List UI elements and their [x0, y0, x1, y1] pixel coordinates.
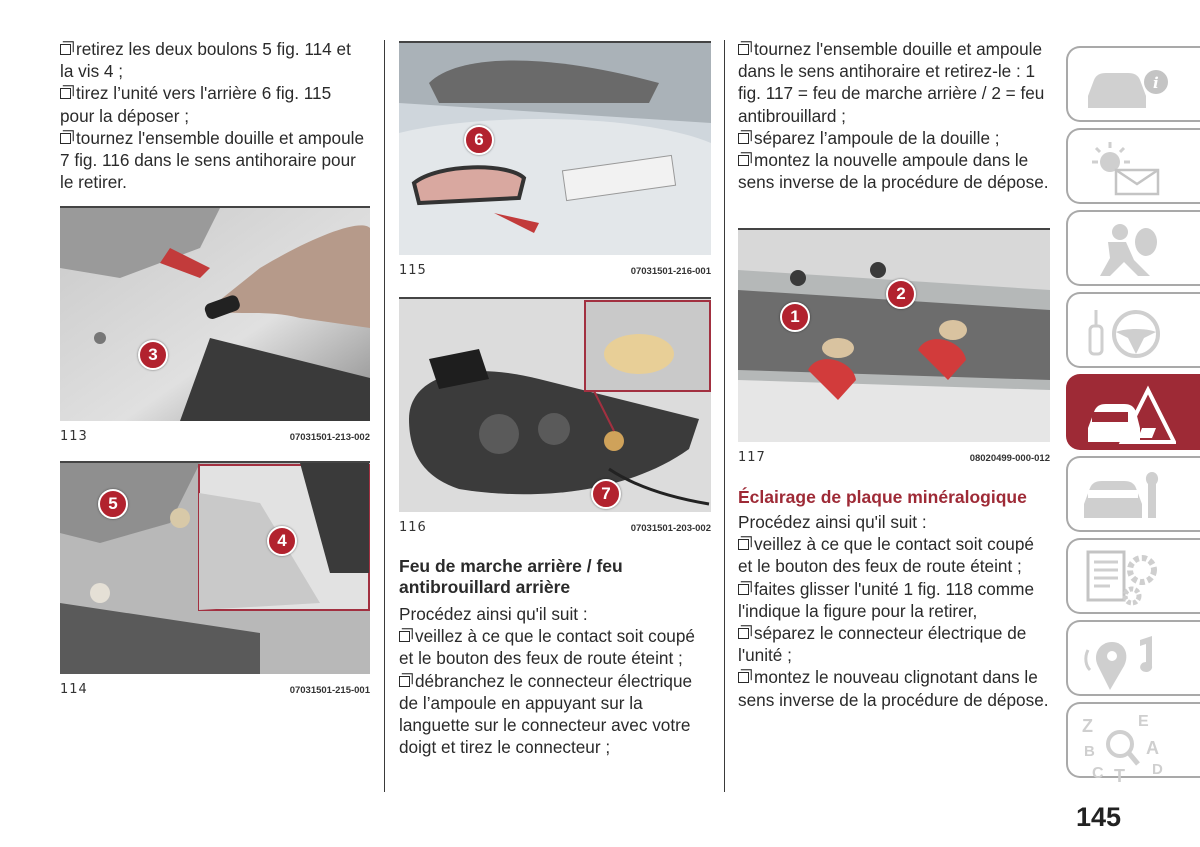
figure-code: 08020499-000-012 — [969, 453, 1050, 464]
callout-1: 1 — [780, 302, 810, 332]
step: faites glisser l'unité 1 fig. 118 comme l'indique la figure pour la retirer, — [738, 578, 1035, 621]
svg-text:Z: Z — [1082, 716, 1093, 736]
svg-text:D: D — [1152, 761, 1163, 778]
checkbox-bullet-icon — [738, 133, 749, 144]
svg-text:B: B — [1084, 743, 1095, 760]
checkbox-bullet-icon — [60, 88, 71, 99]
figure-114-image — [60, 461, 370, 674]
figure-code: 07031501-215-001 — [289, 685, 370, 696]
gps-music-icon — [1080, 630, 1170, 694]
tab-car-info[interactable] — [1066, 46, 1200, 122]
step: montez le nouveau clignotant dans le sens inverse de la procédure de dépose. — [738, 667, 1049, 710]
figure-number: 116 — [399, 520, 427, 535]
column-divider — [724, 40, 725, 792]
column-2-text — [399, 556, 711, 758]
tab-key-steering-wheel[interactable] — [1066, 292, 1200, 368]
checkbox-bullet-icon — [738, 584, 749, 595]
checkbox-bullet-icon — [399, 676, 410, 687]
tab-alphabet-index[interactable] — [1066, 702, 1200, 782]
svg-text:T: T — [1114, 766, 1125, 782]
lights-envelope-icon — [1080, 138, 1170, 198]
svg-text:i: i — [1153, 74, 1159, 92]
tab-gps-music[interactable] — [1066, 620, 1200, 696]
figure-116-image — [399, 297, 711, 512]
step: veillez à ce que le contact soit coupé et le bouton des feux de route éteint ; — [399, 626, 695, 669]
figure-117-caption — [738, 450, 1050, 465]
car-wrench-icon — [1080, 466, 1170, 526]
svg-text:E: E — [1138, 713, 1149, 730]
checkbox-bullet-icon — [738, 672, 749, 683]
checkbox-bullet-icon — [60, 133, 71, 144]
car-info-icon — [1080, 56, 1170, 114]
figure-113-image — [60, 206, 370, 421]
section-heading: Éclairage de plaque minéralogique — [738, 487, 1027, 507]
section-heading: Feu de marche arrière / feu antibrouillard arrière — [399, 556, 623, 597]
figure-115-caption — [399, 263, 711, 278]
figure-114-caption — [60, 682, 370, 697]
callout-3: 3 — [138, 340, 168, 370]
figure-115-image — [399, 41, 711, 255]
checkbox-bullet-icon — [738, 44, 749, 55]
step: tournez l'ensemble douille et ampoule dans le sens antihoraire et retirez-le : 1 fig. 117 = feu de marche arrière / 2 = feu antibrouillard ; — [738, 39, 1045, 126]
step: retirez les deux boulons 5 fig. 114 et la vis 4 ; — [60, 39, 351, 82]
figure-113 — [60, 206, 370, 444]
tab-car-warning[interactable] — [1066, 374, 1200, 450]
checkbox-bullet-icon — [60, 44, 71, 55]
figure-113-caption — [60, 429, 370, 444]
checkbox-bullet-icon — [738, 155, 749, 166]
alphabet-index-icon — [1080, 712, 1170, 782]
figure-116-caption — [399, 520, 711, 535]
figure-117-image — [738, 228, 1050, 442]
step: séparez l’ampoule de la douille ; — [738, 127, 1052, 149]
figure-number: 114 — [60, 682, 88, 697]
figure-number: 113 — [60, 429, 88, 444]
step: tirez l’unité vers l'arrière 6 fig. 115 pour la déposer ; — [60, 83, 332, 126]
tab-car-wrench[interactable] — [1066, 456, 1200, 532]
column-divider — [384, 40, 385, 792]
airbag-person-icon — [1080, 220, 1170, 280]
figure-number: 115 — [399, 263, 427, 278]
figure-117 — [738, 228, 1050, 465]
checkbox-bullet-icon — [399, 631, 410, 642]
column-3-bottom — [738, 487, 1052, 711]
checkbox-bullet-icon — [738, 628, 749, 639]
page-number: 145 — [1076, 802, 1122, 832]
figure-code: 07031501-203-002 — [630, 523, 711, 534]
document-gear-icon — [1080, 548, 1170, 608]
column-1 — [60, 38, 368, 193]
intro-text: Procédez ainsi qu'il suit : — [738, 512, 927, 532]
callout-2: 2 — [886, 279, 916, 309]
key-steering-wheel-icon — [1080, 302, 1170, 362]
tab-airbag-person[interactable] — [1066, 210, 1200, 286]
step: débranchez le connecteur électrique de l’ampoule en appuyant sur la languette sur le connecteur avec votre doigt et tirez le connecteur ; — [399, 670, 693, 758]
svg-text:A: A — [1146, 738, 1159, 758]
figure-code: 07031501-216-001 — [630, 266, 711, 277]
checkbox-bullet-icon — [738, 539, 749, 550]
figure-115 — [399, 41, 711, 278]
svg-text:C: C — [1092, 765, 1104, 782]
figure-116 — [399, 297, 711, 535]
callout-5: 5 — [98, 489, 128, 519]
callout-6: 6 — [464, 125, 494, 155]
step: séparez le connecteur électrique de l'unité ; — [738, 623, 1027, 666]
column-3-top — [738, 38, 1052, 193]
car-warning-triangle-icon — [1080, 384, 1176, 448]
figure-code: 07031501-213-002 — [289, 432, 370, 443]
callout-4: 4 — [267, 526, 297, 556]
step: montez la nouvelle ampoule dans le sens inverse de la procédure de dépose. — [738, 150, 1049, 193]
step: veillez à ce que le contact soit coupé et le bouton des feux de route éteint ; — [738, 534, 1034, 577]
figure-number: 117 — [738, 450, 766, 465]
callout-7: 7 — [591, 479, 621, 509]
tab-document-gear[interactable] — [1066, 538, 1200, 614]
step: tournez l'ensemble douille et ampoule 7 fig. 116 dans le sens antihoraire pour le retirer. — [60, 127, 365, 193]
tab-lights-envelope[interactable] — [1066, 128, 1200, 204]
figure-114 — [60, 461, 370, 697]
intro-text: Procédez ainsi qu'il suit : — [399, 604, 588, 624]
